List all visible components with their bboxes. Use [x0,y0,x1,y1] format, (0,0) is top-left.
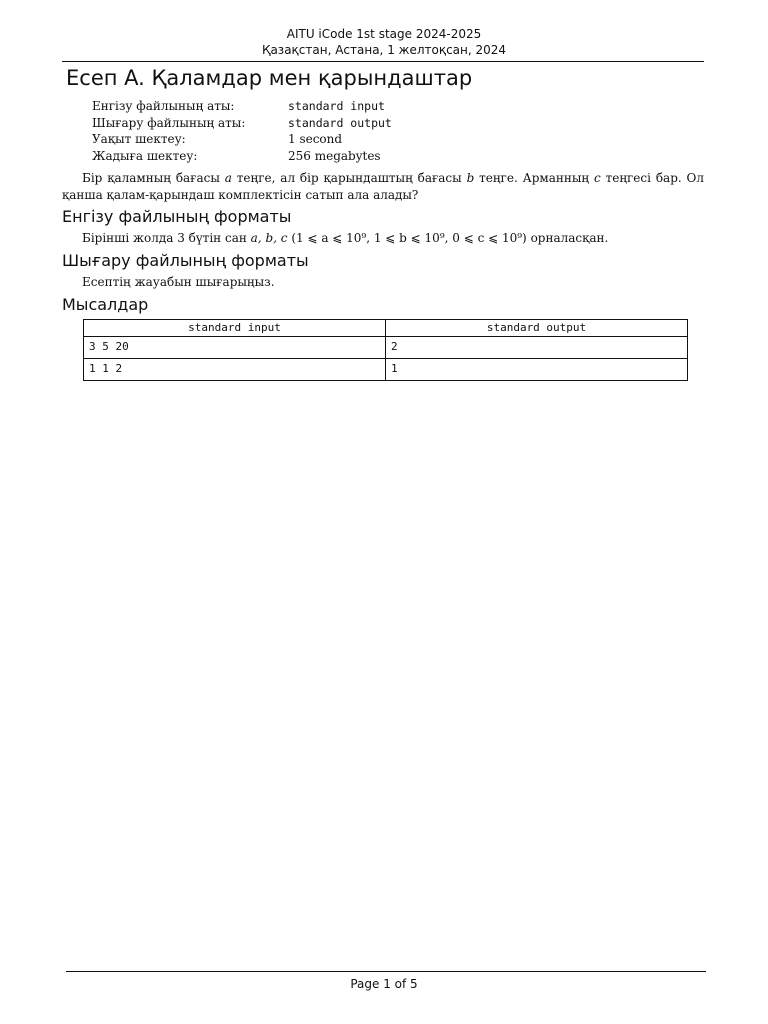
example-output: 1 [386,359,688,381]
table-row [84,359,688,381]
problem-title: Есеп A. Қаламдар мен қарындаштар [66,66,473,90]
header-rule [62,61,704,62]
example-output: 2 [386,337,688,359]
input-format-heading: Енгізу файлының форматы [62,207,292,226]
statement-text: Бір қаламның бағасы [82,171,225,185]
input-format-text-before: Бірінші жолда 3 бүтін сан [82,231,251,245]
problem-meta-table [92,98,392,164]
variable-c: c [593,171,601,185]
meta-row-memory-limit [92,148,392,165]
input-constraints: (1 ⩽ a ⩽ 10⁹, 1 ⩽ b ⩽ 10⁹, 0 ⩽ c ⩽ 10⁹) [291,231,527,245]
meta-value: 256 megabytes [288,148,381,163]
statement-text: теңгесі бар. Ол қанша қалам-қарындаш комплектісін сатып ала алады? [62,171,705,202]
example-input: 1 1 2 [84,359,386,381]
meta-value: 1 second [288,132,343,146]
meta-row-output-file [92,115,392,132]
examples-col-input: standard input [84,320,386,337]
input-variables: a, b, c [250,231,288,245]
examples-col-output: standard output [386,320,688,337]
statement-text: теңге, ал бір қарындаштың бағасы [231,171,467,185]
output-format-heading: Шығару файлының форматы [62,251,309,270]
footer-rule [66,971,706,972]
meta-value: standard input [288,99,385,113]
example-input: 3 5 20 [84,337,386,359]
variable-b: b [466,171,475,185]
contest-name: AITU iCode 1st stage 2024-2025 [286,27,482,41]
problem-statement [62,170,704,203]
input-format-text-after: орналасқан. [526,231,609,245]
examples-header-row [84,320,688,337]
meta-row-input-file [92,98,392,115]
meta-value: standard output [288,115,392,130]
meta-label: Шығару файлының аты: [92,115,246,130]
meta-label: Енгізу файлының аты: [92,99,235,113]
meta-label: Уақыт шектеу: [92,132,186,146]
meta-row-time-limit [92,131,392,148]
table-row [84,337,688,359]
page-number: Page 1 of 5 [350,977,418,991]
contest-location-date: Қазақстан, Астана, 1 желтоқсан, 2024 [261,43,507,57]
page-header [0,26,768,58]
examples-heading: Мысалдар [62,295,149,314]
variable-a: a [224,171,232,185]
output-format-text: Есептің жауабын шығарыңыз. [82,275,275,289]
examples-table [83,319,688,381]
meta-label: Жадыға шектеу: [92,148,198,163]
input-format-text [82,230,608,246]
statement-text: теңге. Арманның [474,171,594,185]
